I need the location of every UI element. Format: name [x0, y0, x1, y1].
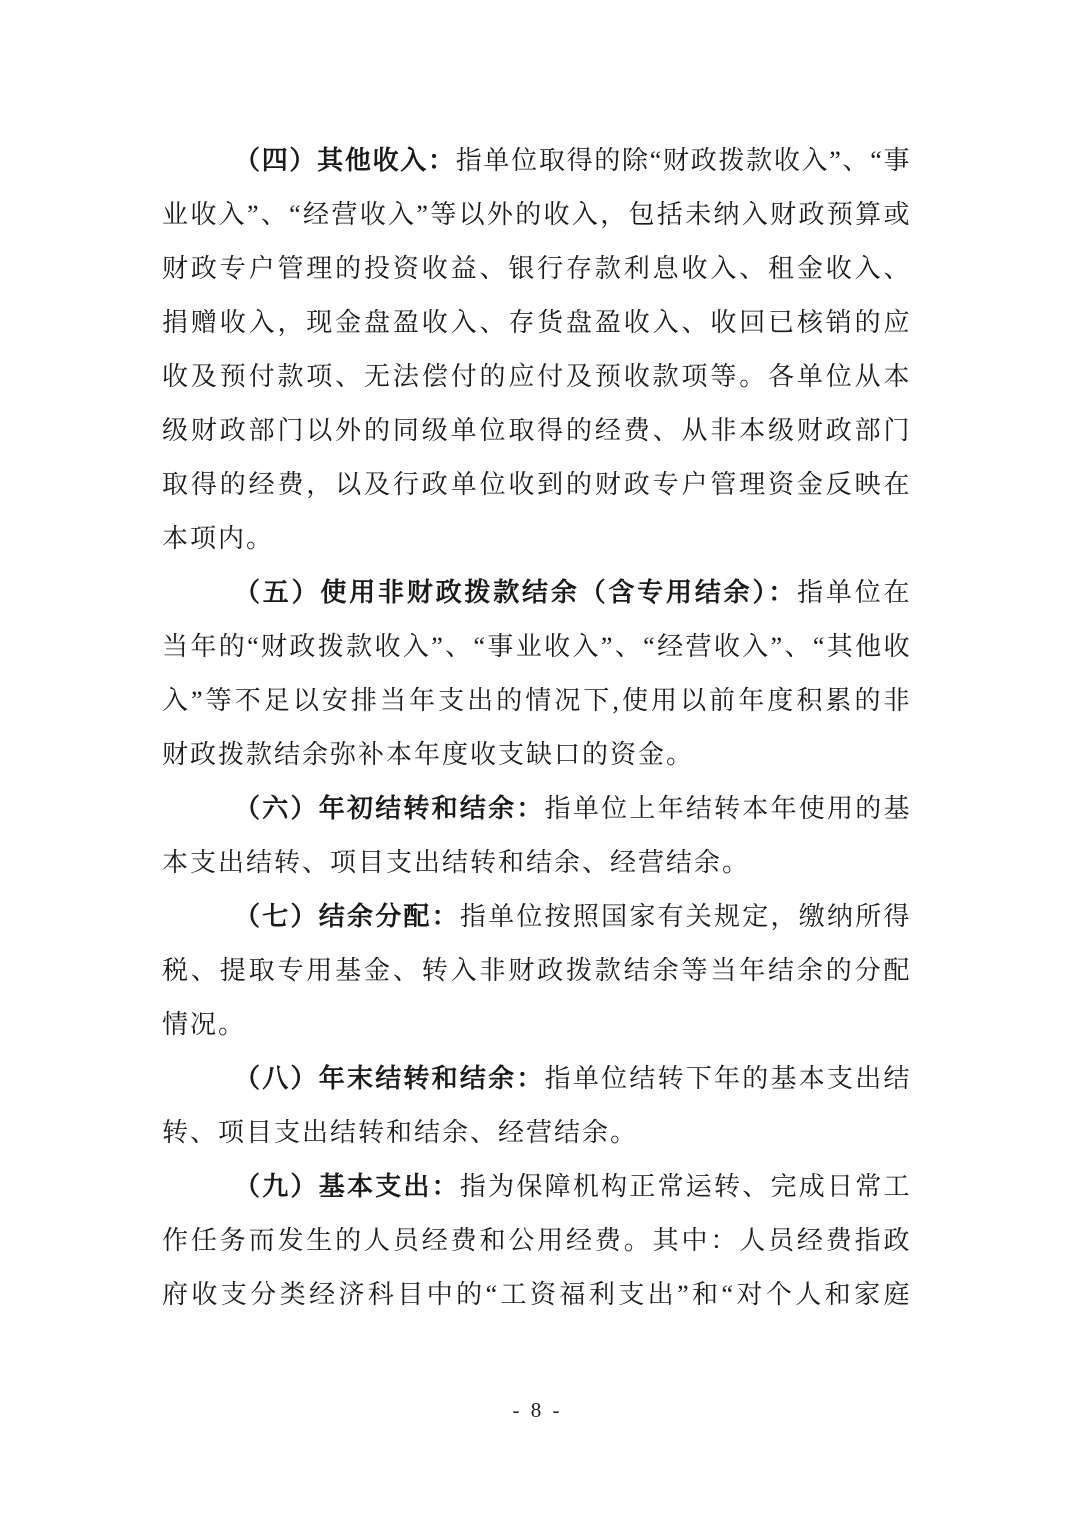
content: [162, 134, 910, 1322]
line-text: 指单位上年结转本年使用的基: [544, 794, 910, 823]
text-line: [162, 296, 910, 350]
line-text: 税、提取专用基金、转入非财政拨款结余等当年结余的分配: [162, 956, 910, 985]
text-line: [162, 1268, 910, 1322]
text-line: [162, 188, 910, 242]
paragraph-lead: （九）基本支出：: [234, 1172, 460, 1201]
line-text: 本项内。: [162, 524, 275, 553]
line-text: 业收入”、“经营收入”等以外的收入，包括未纳入财政预算或: [162, 200, 910, 229]
line-text: 指单位在: [797, 578, 910, 607]
line-text: 指单位按照国家有关规定，缴纳所得: [459, 902, 910, 931]
text-line: [162, 1160, 910, 1214]
line-text: 府收支分类经济科目中的“工资福利支出”和“对个人和家庭: [162, 1280, 910, 1309]
paragraph-lead: （八）年末结转和结余：: [234, 1064, 545, 1093]
text-line: [162, 782, 910, 836]
text-line: [162, 620, 910, 674]
text-line: [162, 512, 910, 566]
text-line: [162, 1052, 910, 1106]
text-line: [162, 1214, 910, 1268]
text-line: [162, 350, 910, 404]
page-number: - 8 -: [512, 1398, 563, 1422]
text-line: [162, 566, 910, 620]
line-text: 作任务而发生的人员经费和公用经费。其中：人员经费指政: [162, 1226, 910, 1255]
paragraph: [162, 566, 910, 782]
text-line: [162, 1106, 910, 1160]
paragraph-lead: （七）结余分配：: [234, 902, 460, 931]
text-line: [162, 998, 910, 1052]
line-text: 情况。: [162, 1010, 247, 1039]
line-text: 财政专户管理的投资收益、银行存款利息收入、租金收入、: [162, 254, 910, 283]
text-line: [162, 944, 910, 998]
text-line: [162, 134, 910, 188]
line-text: 取得的经费，以及行政单位收到的财政专户管理资金反映在: [162, 470, 910, 499]
line-text: 指为保障机构正常运转、完成日常工: [459, 1172, 910, 1201]
text-line: [162, 728, 910, 782]
line-text: 入”等不足以安排当年支出的情况下,使用以前年度积累的非: [162, 686, 910, 715]
line-text: 本支出结转、项目支出结转和结余、经营结余。: [162, 848, 751, 877]
text-line: [162, 242, 910, 296]
line-text: 指单位结转下年的基本支出结: [544, 1064, 910, 1093]
paragraph-lead: （六）年初结转和结余：: [234, 794, 545, 823]
text-line: [162, 458, 910, 512]
paragraph: [162, 1052, 910, 1160]
line-text: 收及预付款项、无法偿付的应付及预收款项等。各单位从本: [162, 362, 910, 391]
paragraph: [162, 782, 910, 890]
line-text: 捐赠收入，现金盘盈收入、存货盘盈收入、收回已核销的应: [162, 308, 910, 337]
line-text: 财政拨款结余弥补本年度收支缺口的资金。: [162, 740, 695, 769]
line-text: 转、项目支出结转和结余、经营结余。: [162, 1118, 639, 1147]
line-text: 级财政部门以外的同级单位取得的经费、从非本级财政部门: [162, 416, 910, 445]
paragraph-lead: （四）其他收入：: [234, 146, 456, 175]
paragraph: [162, 890, 910, 1052]
paragraph: [162, 1160, 910, 1322]
line-text: 当年的“财政拨款收入”、“事业收入”、“经营收入”、“其他收: [162, 632, 910, 661]
paragraph-lead: （五）使用非财政拨款结余（含专用结余）：: [234, 578, 798, 607]
line-text: 指单位取得的除“财政拨款收入”、“事: [455, 146, 910, 175]
text-line: [162, 404, 910, 458]
text-line: [162, 674, 910, 728]
text-line: [162, 890, 910, 944]
paragraph: [162, 134, 910, 566]
text-line: [162, 836, 910, 890]
